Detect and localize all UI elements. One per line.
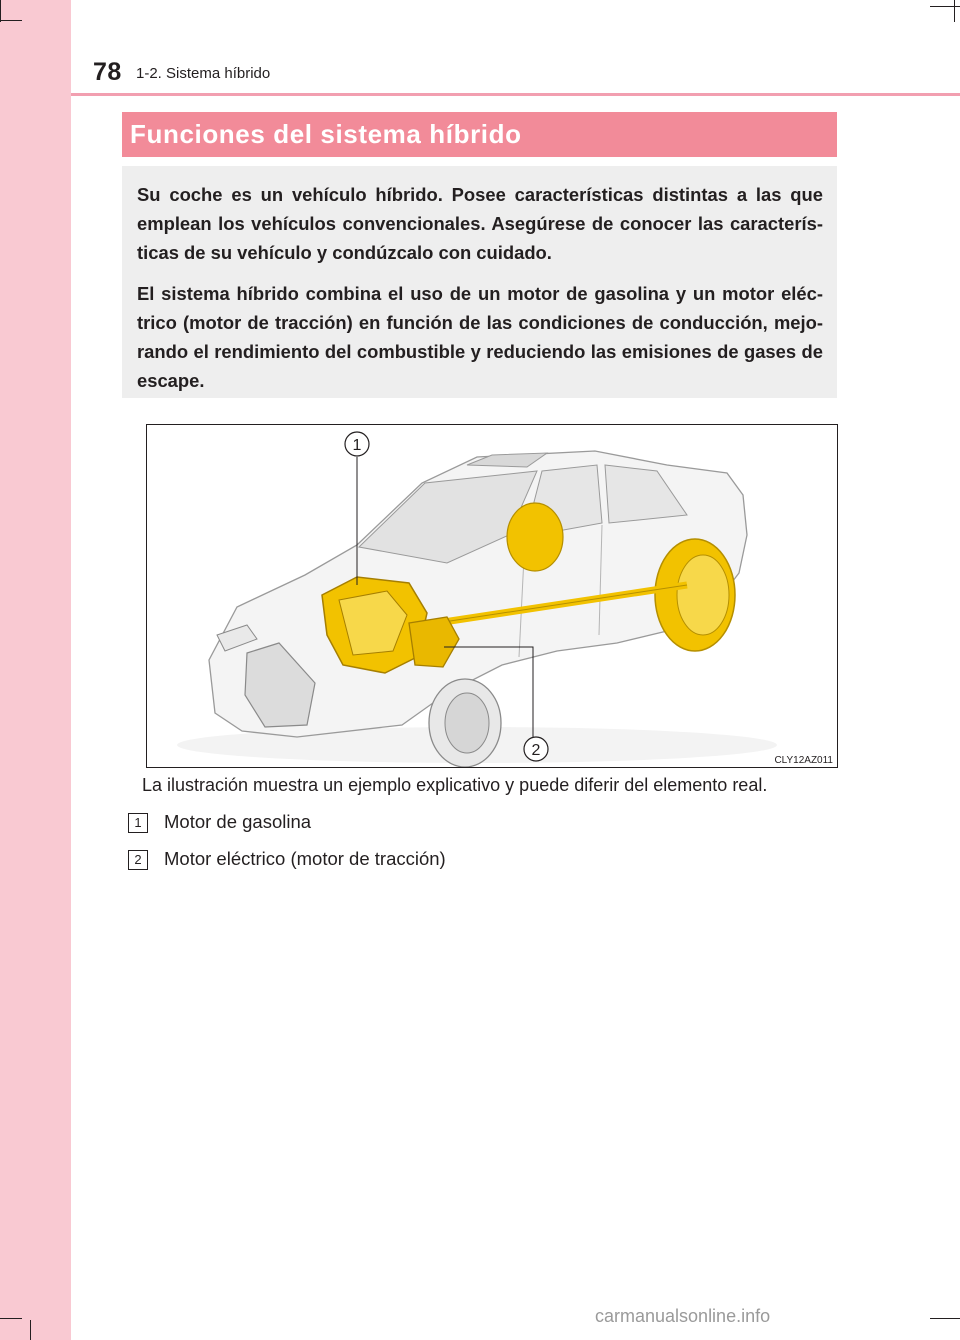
crop-mark-top-left — [0, 0, 1, 22]
crop-mark-top-left-h — [0, 20, 22, 21]
crop-mark-bottom-left — [0, 1318, 22, 1319]
section-title: Funciones del sistema híbrido — [130, 119, 522, 149]
figure-caption: La ilustración muestra un ejemplo explicativo y puede diferir del elemento real. — [142, 775, 768, 795]
intro-paragraph: Su coche es un vehículo híbrido. Posee características distintas a las que emplean los vehículos convencionales. Asegúrese de conocer las caracterís- ticas de su vehículo y condúzcalo con cuidado. — [137, 184, 823, 263]
running-head: 1-2. Sistema híbrido — [136, 65, 271, 82]
legend-number-box: 1 — [128, 813, 148, 833]
legend-label: Motor de gasolina — [164, 811, 312, 832]
car-illustration-svg — [147, 425, 837, 767]
legend-label: Motor eléctrico (motor de tracción) — [164, 848, 446, 869]
hybrid-system-illustration — [146, 424, 838, 768]
svg-text:2: 2 — [531, 742, 541, 759]
crop-mark-top-right-h — [930, 6, 960, 7]
chapter-side-tab — [0, 0, 71, 1340]
callout-1 — [345, 432, 369, 456]
page-number: 78 — [93, 58, 122, 86]
crop-mark-bottom-right — [930, 1318, 960, 1319]
intro-box — [122, 166, 837, 398]
footer-watermark: carmanualsonline.info — [595, 1306, 771, 1326]
header-rule — [71, 93, 960, 96]
legend-number-box: 2 — [128, 850, 148, 870]
section-title-bar — [122, 112, 837, 157]
intro-paragraph: El sistema híbrido combina el uso de un motor de gasolina y un motor eléc- trico (motor de tracción) en función de las condiciones de conducción, mejo- rando el rendimiento del combustible y reduciendo las emisiones de gases de escape. — [137, 283, 823, 391]
callout-2 — [524, 737, 548, 761]
crop-mark-bottom-left-v — [30, 1320, 31, 1340]
crop-mark-top-right — [954, 0, 955, 22]
figure-code: CLY12AZ011 — [774, 755, 833, 766]
svg-text:1: 1 — [352, 437, 362, 454]
